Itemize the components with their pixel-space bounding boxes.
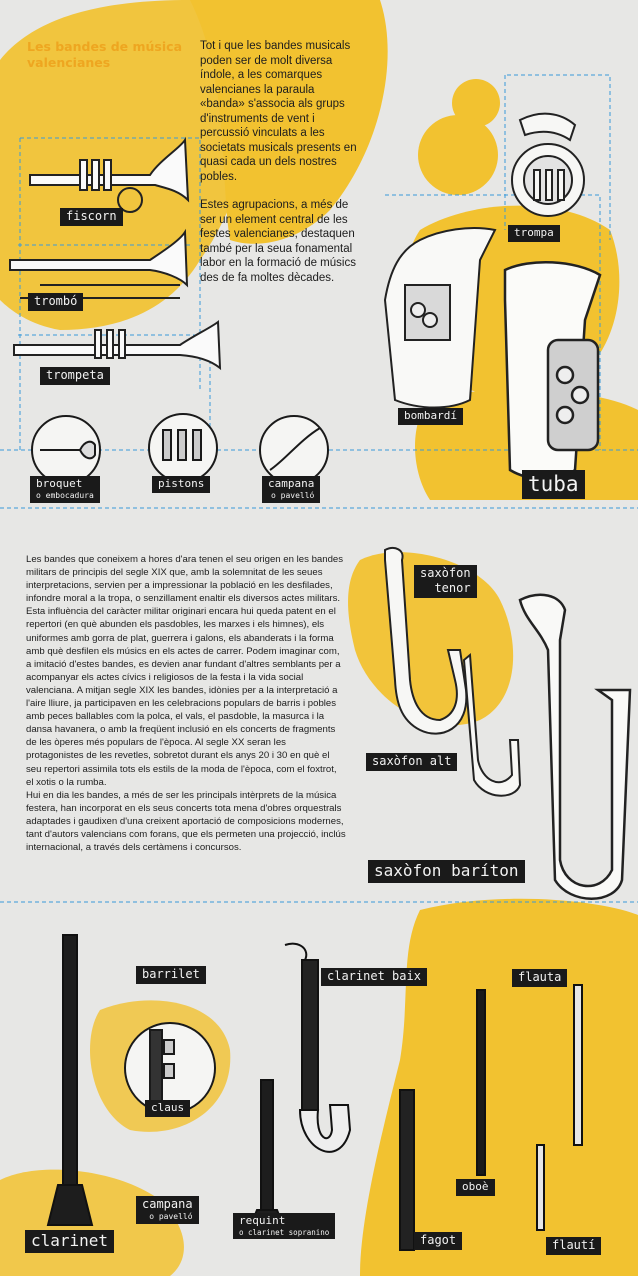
oboe-illustration xyxy=(477,990,485,1175)
label-saxofon-tenor-1: saxòfon xyxy=(420,566,471,580)
trumpet-illustration xyxy=(14,322,220,368)
label-requint-sub: o clarinet sopranino xyxy=(239,1227,330,1237)
saxophone-bariton-illustration xyxy=(520,595,630,899)
label-campana-sub: o pavelló xyxy=(271,490,315,500)
label-campana xyxy=(262,476,320,503)
label-saxofon-tenor xyxy=(414,565,477,598)
label-clarinet-campana-text: campana xyxy=(142,1197,193,1211)
label-flauti: flautí xyxy=(546,1237,601,1255)
intro-paragraph-1: Tot i que les bandes musicals poden ser de molt diversa índole, a les comarques valencianes la paraula «banda» s'associa als grups d'instruments de vent i percussió vinculats a les societats musicals presents en quasi cada un dels nostres pobles. xyxy=(200,40,357,183)
euphonium-illustration xyxy=(385,228,495,407)
label-trompeta: trompeta xyxy=(40,367,110,385)
label-trombo: trombó xyxy=(28,293,83,311)
detail-circles xyxy=(32,414,328,484)
label-oboe: oboè xyxy=(456,1179,495,1196)
history-text xyxy=(26,553,346,854)
intro-text xyxy=(200,39,360,299)
label-clarinet-baix: clarinet baix xyxy=(321,968,427,986)
history-paragraph-1: Les bandes que coneixem a hores d'ara tenen el seu origen en les bandes militars de principis del segle XIX que, amb la solemnitat de les seues interpretacions, servien per a impressionar la població en les desfilades, infondre moral a la tropa, o senzillament enaltir els diversos actes militars. Esta influència del caràcter militar originari encara hui queda patent en el repertori (en què abunden els pasdobles, les marxes i els himnes), els uniformes amb gorra de plat, guerrera i galons, els abanderats i la forma amb què desfilen els músics en els actes de carrer. Podem imaginar com, a imitació d'estes bandes, es devien anar fundant d'altres semblants per a acompanyar els actes cívics i religiosos de la festa i la vida social valenciana. A mitjan segle XIX les bandes, idònies per a la interpretació a l'aire lliure, ja participaven en les celebracions populars de barris i pobles amb peces ballables com la polca, el vals, el pasdoble, la masurca i la dansa havanera, o amb la freqüent inclusió en els concerts de fragments de les òperes més populars de l'època. Al segle XX seran les protagonistes de les revetles, sobretot durant els anys 20 i 30 en què el seu repertori assimila tots els estils de la moda de l'època, com el foxtrot, el xotis o la rumba. xyxy=(26,554,344,788)
section-title: Les bandes de música valencianes xyxy=(27,39,183,70)
label-saxofon-bariton: saxòfon baríton xyxy=(368,860,525,883)
label-barrilet: barrilet xyxy=(136,966,206,984)
label-broquet xyxy=(30,476,100,503)
label-requint-text: requint xyxy=(239,1214,286,1227)
label-fiscorn: fiscorn xyxy=(60,208,123,226)
label-bombardi: bombardí xyxy=(398,408,463,425)
history-paragraph-2: Hui en dia les bandes, a més de ser les principals intèrprets de la música festera, han incorporat en els seus concerts tota mena d'obres orquestrals adaptades i gaudixen d'una creixent aportació de composicions modernes, tant d'autors valencians com forans, que els permeten una projecció, inclús internacional, a través dels certàmens i concursos. xyxy=(26,789,346,854)
label-requint xyxy=(233,1213,335,1239)
requint-illustration xyxy=(251,1080,283,1225)
label-tuba: tuba xyxy=(522,470,585,499)
fiscorn-illustration xyxy=(30,140,188,212)
label-broquet-text: broquet xyxy=(36,477,83,490)
label-campana-text: campana xyxy=(268,477,315,490)
piccolo-illustration xyxy=(537,1145,544,1230)
label-saxofon-tenor-2: tenor xyxy=(434,581,471,595)
label-clarinet-campana-sub: o pavelló xyxy=(149,1212,193,1221)
label-pistons: pistons xyxy=(152,476,210,493)
saxophone-alt-illustration xyxy=(464,655,520,796)
label-fagot: fagot xyxy=(414,1232,462,1250)
label-saxofon-alt: saxòfon alt xyxy=(366,753,457,771)
label-clarinet-campana xyxy=(136,1196,199,1224)
tuba-illustration xyxy=(505,262,600,479)
intro-paragraph-2: Estes agrupacions, a més de ser un element central de les festes valencianes, destaquen també per la seua fonamental labor en la formació de músics des de fa moltes dècades. xyxy=(200,199,356,284)
label-trompa: trompa xyxy=(508,225,560,242)
flute-illustration xyxy=(574,985,582,1145)
fagot-illustration xyxy=(400,1090,414,1250)
label-clarinet: clarinet xyxy=(25,1230,114,1253)
label-flauta: flauta xyxy=(512,969,567,987)
french-horn-illustration xyxy=(512,114,584,216)
label-broquet-sub: o embocadura xyxy=(36,490,94,500)
label-claus: claus xyxy=(145,1100,190,1117)
clarinet-illustration xyxy=(48,935,92,1225)
trombone-illustration xyxy=(10,232,187,298)
